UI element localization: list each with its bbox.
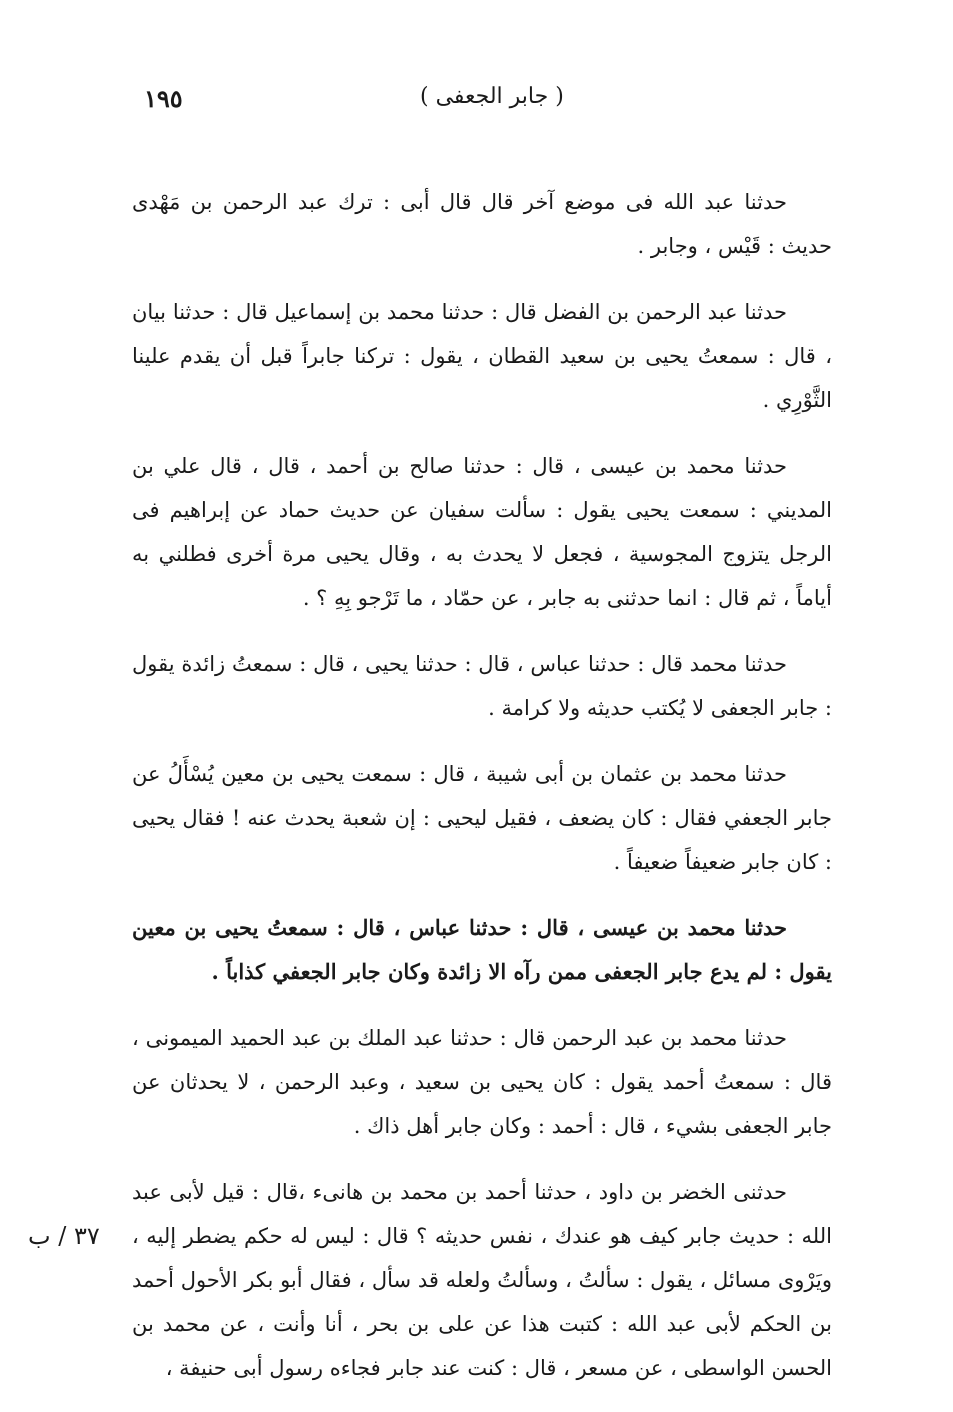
paragraph-3: حدثنا محمد بن عيسى ، قال : حدثنا صالح بن أحمد ، قال ، قال علي بن المديني : سمعت يحيى يقول : سألت سفيان عن حديث حماد عن إبراهيم فى الرجل يتزوج المجوسية ، فجعل لا يحدث به ، وقال يحيى مرة أخرى فطلني به أياماً ، ثم قال : انما حدثنى به جابر ، عن حمّاد ، ما تَرْجو بِهِ ؟ . — [132, 454, 832, 610]
paragraph-4: حدثنا محمد قال : حدثنا عباس ، قال : حدثنا يحيى ، قال : سمعتُ زائدة يقول : جابر الجعفى لا يُكتب حديثه ولا كرامة . — [132, 652, 832, 720]
paragraph-6: حدثنا محمد بن عيسى ، قال : حدثنا عباس ، قال : سمعتُ يحيى بن معين يقول : لم يدع جابر الجعفى ممن رآه الا زائدة وكان جابر الجعفي كذاباً . — [132, 915, 832, 984]
margin-folio-note: ٣٧ / ب — [28, 1222, 100, 1250]
body-text — [132, 180, 832, 1412]
paragraph-1: حدثنا عبد الله فى موضع آخر قال قال أبى : ترك عبد الرحمن بن مَهْدى حديث : قَيْس ، وجابر . — [132, 190, 832, 258]
page-number: ١٩٥ — [144, 84, 183, 113]
paragraph-2: حدثنا عبد الرحمن بن الفضل قال : حدثنا محمد بن إسماعيل قال : حدثنا بيان ، قال : سمعتُ يحيى بن سعيد القطان ، يقول : تركنا جابراً قبل أن يقدم علينا الثَّوْرِي . — [132, 300, 832, 412]
page-header — [130, 84, 830, 124]
paragraph-7: حدثنا محمد بن عبد الرحمن قال : حدثنا عبد الملك بن عبد الحميد الميمونى ، قال : سمعتُ أحمد يقول : كان يحيى بن سعيد ، وعبد الرحمن ، لا يحدثان عن جابر الجعفى بشيء ، قال : أحمد : وكان جابر أهل ذاك . — [132, 1026, 832, 1138]
running-title: ( جابر الجعفى ) — [420, 84, 564, 109]
paragraph-5: حدثنا محمد بن عثمان بن أبى شيبة ، قال : سمعت يحيى بن معين يُسْأَلُ عن جابر الجعفي فقال : كان يضعف ، فقيل ليحيى : إن شعبة يحدث عنه ! فقال يحيى : كان جابر ضعيفاً ضعيفاً . — [132, 762, 832, 874]
paragraph-8: حدثنى الخضر بن داود ، حدثنا أحمد بن محمد بن هانىء ،قال : قيل لأبى عبد الله : حديث جابر كيف هو عندك ، نفس حديثه ؟ قال : ليس له حكم يضطر إليه ، ويَرْوى مسائل ، يقول : سألتُ ، وسألتُ ولعله قد سأل ، فقال أبو بكر الأحول أحمد بن الحكم لأبى عبد الله : كتبت هذا عن على بن بحر ، أنا وأنت ، عن محمد بن الحسن الواسطى ، عن مسعر ، قال : كنت عند جابر فجاءه رسول أبى حنيفة ، — [132, 1180, 832, 1380]
